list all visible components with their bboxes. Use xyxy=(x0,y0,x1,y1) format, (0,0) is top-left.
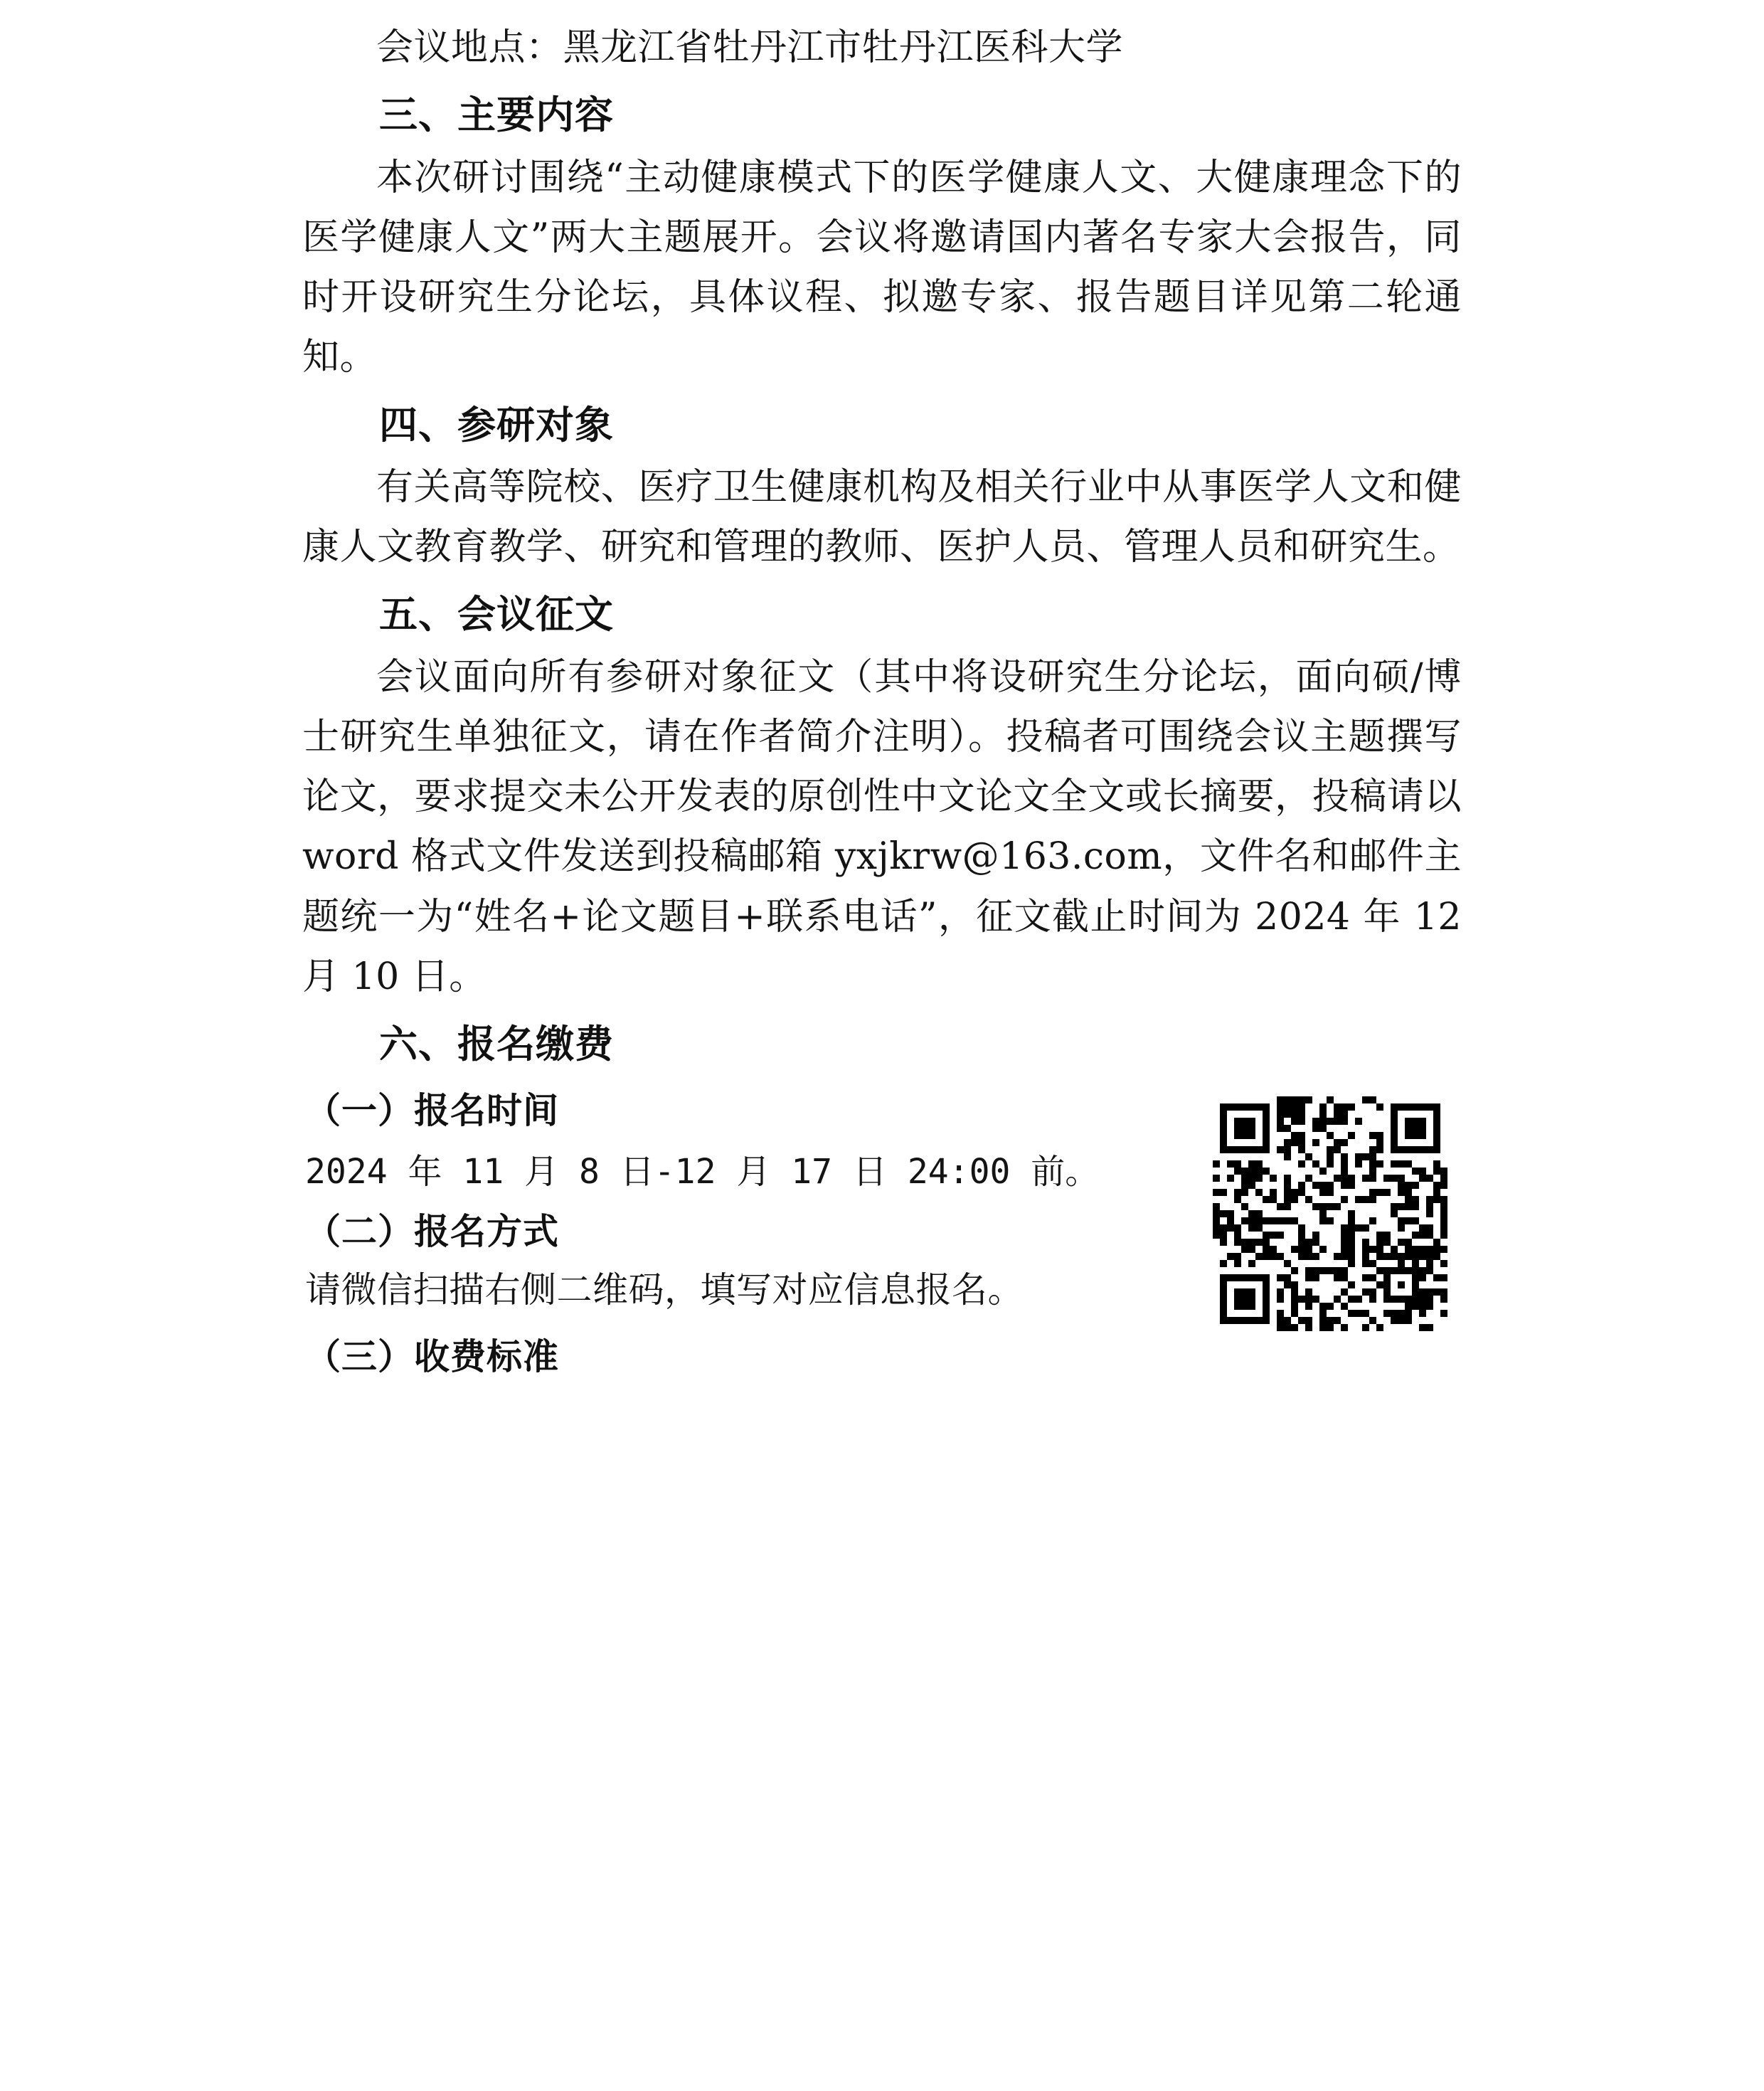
subheading-registration-method: （二）报名方式 xyxy=(305,1210,559,1252)
section-paragraph-participants: 有关高等院校、医疗卫生健康机构及相关行业中从事医学人文和健康人文教育教学、研究和管理的教师、医护人员、管理人员和研究生。 xyxy=(302,465,1462,569)
registration-time-value: 2024 年 11 月 8 日-12 月 17 日 24:00 前。 xyxy=(305,1151,1100,1192)
section-paragraph-call-for-papers: 会议面向所有参研对象征文（其中将设研究生分论坛，面向硕/博士研究生单独征文，请在作者简介注明）。投稿者可围绕会议主题撰写论文，要求提交未公开发表的原创性中文论文全文或长摘要，投稿请以 word 格式文件发送到投稿邮箱 yxjkrw@163.com，文件名和邮件主题统一为“姓名+论文题目+联系电话”，征文截止时间为 2024 年 12 月 10 日。 xyxy=(302,655,1462,998)
registration-method-value: 请微信扫描右侧二维码，填写对应信息报名。 xyxy=(305,1269,1024,1311)
section-heading-participants: 四、参研对象 xyxy=(379,402,614,448)
section-heading-call-for-papers: 五、会议征文 xyxy=(379,592,614,637)
subheading-registration-time: （一）报名时间 xyxy=(305,1090,559,1132)
section-paragraph-main-content: 本次研讨围绕“主动健康模式下的医学健康人文、大健康理念下的医学健康人文”两大主题展开。会议将邀请国内著名专家大会报告，同时开设研究生分论坛，具体议程、拟邀专家、报告题目详见第二轮通知。 xyxy=(302,156,1462,379)
meeting-location-line: 会议地点：黑龙江省牡丹江市牡丹江医科大学 xyxy=(376,26,1124,69)
section-heading-main-content: 三、主要内容 xyxy=(379,92,614,138)
subheading-fee-standard: （三）收费标准 xyxy=(305,1335,559,1377)
registration-block xyxy=(302,1085,1462,1382)
document-body xyxy=(302,21,1462,1382)
section-heading-registration-payment: 六、报名缴费 xyxy=(379,1022,614,1067)
registration-qr-code xyxy=(1213,1096,1447,1331)
